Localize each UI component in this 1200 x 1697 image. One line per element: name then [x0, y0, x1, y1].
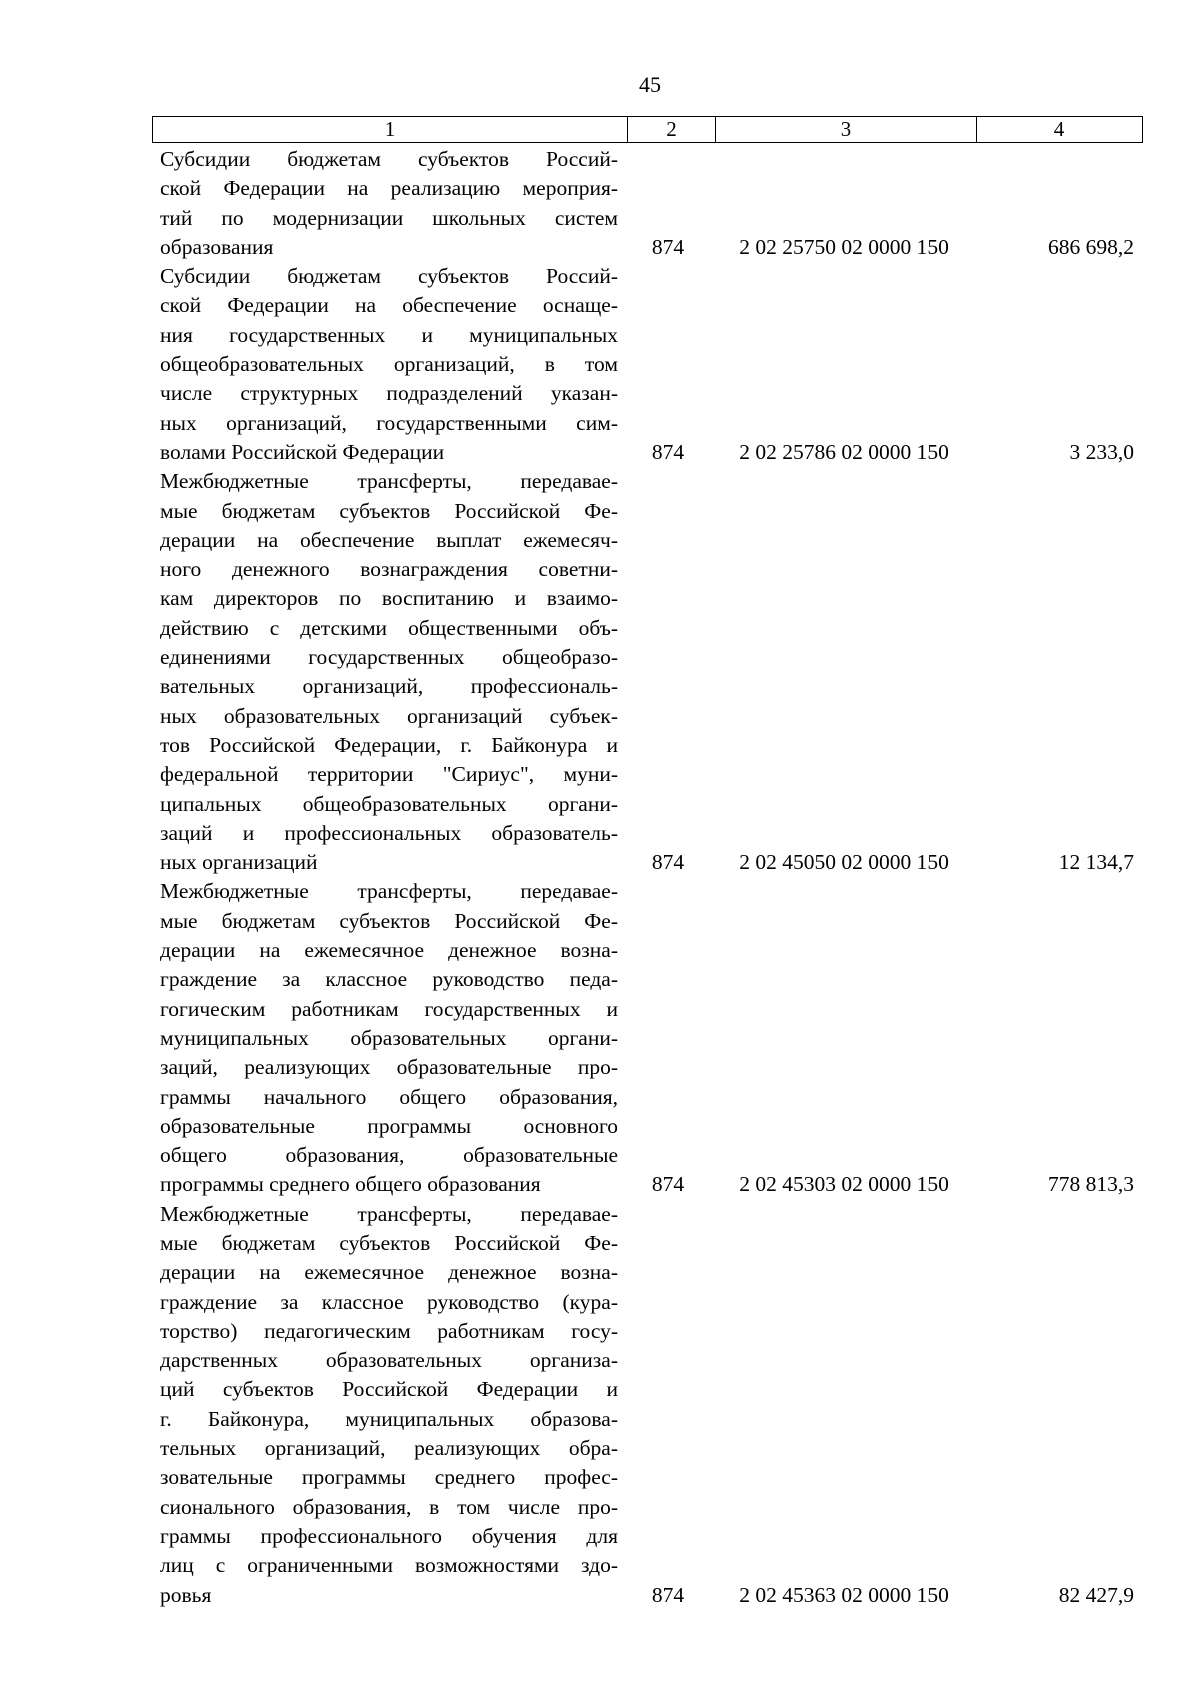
description-line: зовательные программы среднего профес- — [160, 1465, 618, 1490]
row-code: 874 — [651, 439, 685, 464]
row-code: 874 — [651, 1582, 685, 1607]
row-code: 874 — [651, 850, 685, 875]
row-description — [160, 467, 618, 877]
row-amount: 686 698,2 — [1048, 234, 1134, 259]
description-line: мые бюджетам субъектов Российской Фе- — [160, 908, 618, 933]
table-body — [160, 145, 1140, 1610]
table-row — [160, 262, 1140, 467]
description-line: заций, реализующих образовательные про- — [160, 1055, 618, 1080]
row-classification-code: 2 02 25786 02 0000 150 — [739, 439, 949, 464]
description-line: ных образовательных организаций субъек- — [160, 703, 618, 728]
description-line: ской Федерации на обеспечение оснаще- — [160, 293, 618, 318]
row-description — [160, 145, 618, 262]
description-line: ных организаций, государственными сим- — [160, 410, 618, 435]
description-line: волами Российской Федерации — [160, 439, 445, 464]
row-description — [160, 877, 618, 1199]
row-code: 874 — [651, 1172, 685, 1197]
description-line: дарственных образовательных организа- — [160, 1348, 618, 1373]
description-line: заций и профессиональных образователь- — [160, 820, 618, 845]
description-line: общеобразовательных организаций, в том — [160, 352, 618, 377]
description-line: граждение за классное руководство педа- — [160, 967, 618, 992]
description-line: тов Российской Федерации, г. Байконура и — [160, 732, 618, 757]
row-description — [160, 1200, 618, 1610]
description-line: граждение за классное руководство (кура- — [160, 1289, 618, 1314]
description-line: дерации на ежемесячное денежное возна- — [160, 938, 618, 963]
description-line: мые бюджетам субъектов Российской Фе- — [160, 1230, 618, 1255]
description-line: дерации на обеспечение выплат ежемесяч- — [160, 527, 618, 552]
description-line: дерации на ежемесячное денежное возна- — [160, 1260, 618, 1285]
row-classification-code: 2 02 45363 02 0000 150 — [739, 1582, 949, 1607]
description-line: мые бюджетам субъектов Российской Фе- — [160, 498, 618, 523]
description-line: тий по модернизации школьных систем — [160, 205, 618, 230]
description-line: федеральной территории "Сириус", муни- — [160, 762, 618, 787]
description-line: Межбюджетные трансферты, передавае- — [160, 879, 618, 904]
row-amount: 12 134,7 — [1058, 850, 1134, 875]
row-description — [160, 262, 618, 467]
description-line: ных организаций — [160, 850, 318, 875]
header-col-1: 1 — [153, 117, 628, 142]
header-col-4: 4 — [1053, 117, 1065, 141]
row-code: 874 — [651, 234, 685, 259]
header-col-2: 2 — [628, 117, 716, 142]
row-classification-code: 2 02 25750 02 0000 150 — [739, 234, 949, 259]
description-line: торство) педагогическим работникам госу- — [160, 1318, 618, 1343]
description-line: ния государственных и муниципальных — [160, 322, 618, 347]
description-line: Субсидии бюджетам субъектов Россий- — [160, 147, 618, 171]
description-line: Межбюджетные трансферты, передавае- — [160, 469, 618, 494]
description-line: муниципальных образовательных органи- — [160, 1025, 618, 1050]
description-line: образования — [160, 234, 274, 259]
description-line: лиц с ограниченными возможностями здо- — [160, 1553, 618, 1578]
description-line: программы среднего общего образования — [160, 1172, 541, 1197]
description-line: действию с детскими общественными объ- — [160, 615, 618, 640]
description-line: ного денежного вознаграждения советни- — [160, 557, 618, 582]
description-line: тельных организаций, реализующих обра- — [160, 1436, 618, 1461]
description-line: сионального образования, в том числе про- — [160, 1494, 618, 1519]
table-row — [160, 145, 1140, 262]
table-row — [160, 1200, 1140, 1610]
description-line: ций субъектов Российской Федерации и — [160, 1377, 618, 1402]
description-line: г. Байконура, муниципальных образова- — [160, 1406, 618, 1431]
description-line: ровья — [160, 1582, 212, 1607]
row-amount: 778 813,3 — [1048, 1172, 1134, 1197]
description-line: граммы профессионального обучения для — [160, 1523, 618, 1548]
row-classification-code: 2 02 45050 02 0000 150 — [739, 850, 949, 875]
header-col-3: 3 — [716, 117, 977, 142]
description-line: общего образования, образовательные — [160, 1143, 618, 1168]
description-line: числе структурных подразделений указан- — [160, 381, 618, 406]
description-line: гогическим работникам государственных и — [160, 996, 618, 1021]
description-line: Межбюджетные трансферты, передавае- — [160, 1201, 618, 1226]
row-classification-code: 2 02 45303 02 0000 150 — [739, 1172, 949, 1197]
row-amount: 82 427,9 — [1058, 1582, 1134, 1607]
page-number: 45 — [639, 72, 661, 97]
description-line: вательных организаций, профессиональ- — [160, 674, 618, 699]
description-line: граммы начального общего образования, — [160, 1084, 618, 1109]
description-line: ской Федерации на реализацию мероприя- — [160, 176, 618, 201]
description-line: образовательные программы основного — [160, 1113, 618, 1138]
description-line: кам директоров по воспитанию и взаимо- — [160, 586, 618, 611]
description-line: единениями государственных общеобразо- — [160, 645, 618, 670]
description-line: Субсидии бюджетам субъектов Россий- — [160, 264, 618, 289]
table-header-row — [152, 116, 1143, 143]
row-amount: 3 233,0 — [1069, 439, 1134, 464]
table-row — [160, 467, 1140, 877]
description-line: ципальных общеобразовательных органи- — [160, 791, 618, 816]
table-row — [160, 877, 1140, 1199]
